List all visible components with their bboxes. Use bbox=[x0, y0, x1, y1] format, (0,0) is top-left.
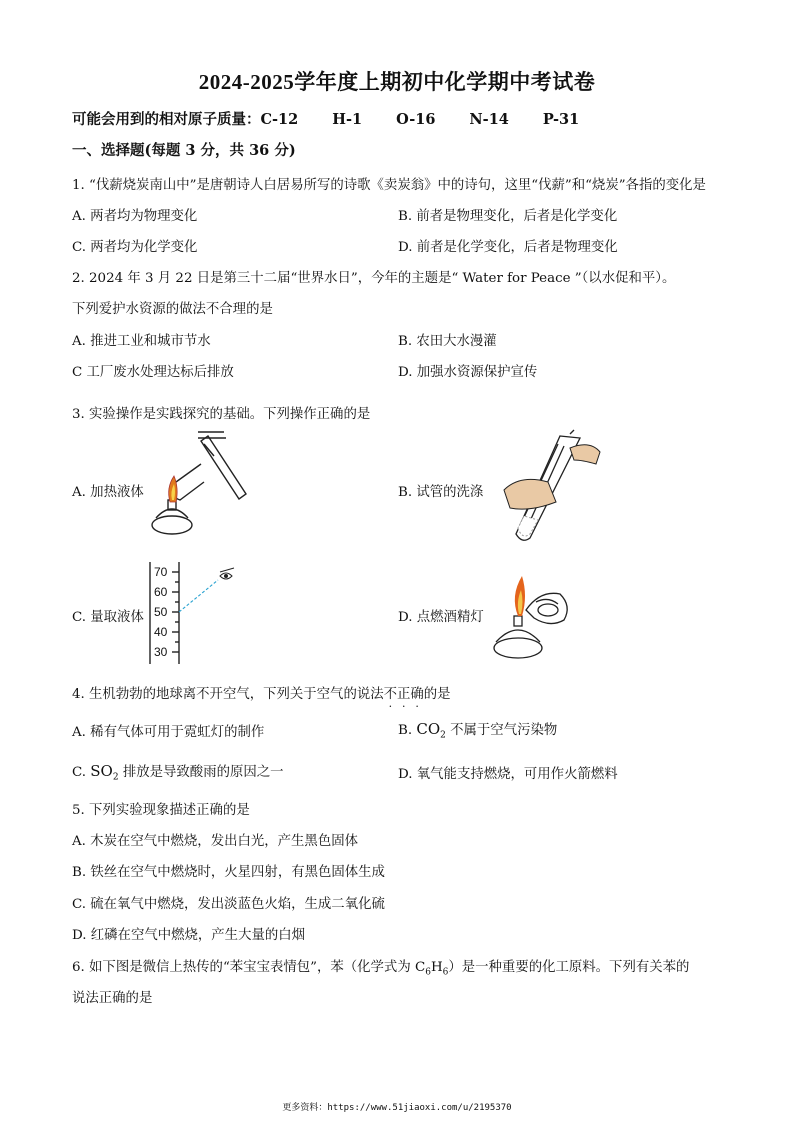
q4-option-b-text: 不属于空气污染物 bbox=[445, 723, 558, 738]
co2-formula: CO bbox=[416, 720, 441, 738]
footer-source-link[interactable]: 更多资料：https://www.51jiaoxi.com/u/2195370 bbox=[282, 1103, 512, 1113]
q4-stem-text: 4. 生机勃勃的地球离不开空气，下列关于空气的说法 bbox=[72, 687, 384, 702]
cylinder-tick-70: 70 bbox=[154, 565, 168, 579]
q3-option-b: B. 试管的洗涤 bbox=[398, 485, 484, 500]
q4-option-c bbox=[72, 761, 284, 783]
atomic-masses-line bbox=[72, 108, 605, 129]
q3-option-a: A. 加热液体 bbox=[72, 485, 144, 500]
q1-option-d: D. 前者是化学变化，后者是物理变化 bbox=[398, 240, 618, 255]
q5-option-a: A. 木炭在空气中燃烧，发出白光，产生黑色固体 bbox=[72, 834, 358, 849]
q4-stem bbox=[72, 683, 451, 702]
cylinder-tick-30: 30 bbox=[154, 645, 168, 659]
q2-option-c: C 工厂废水处理达标后排放 bbox=[72, 365, 234, 380]
exam-title: 2024-2025学年度上期初中化学期中考试卷 bbox=[198, 70, 596, 94]
q4-option-b-letter: B. bbox=[398, 723, 417, 738]
lighting-alcohol-lamp-illustration bbox=[488, 566, 578, 661]
q5-option-b: B. 铁丝在空气中燃烧时，火星四射，有黑色固体生成 bbox=[72, 865, 385, 880]
q4-stem-end: 的是 bbox=[423, 687, 451, 702]
q4-option-b bbox=[398, 719, 557, 741]
so2-formula: SO bbox=[90, 762, 113, 780]
q2-stem-line1: 2. 2024 年 3 月 22 日是第三十二届“世界水日”，今年的主题是“ Water for Peace ”（以水促和平）。 bbox=[72, 271, 676, 286]
q4-option-d: D. 氧气能支持燃烧，可用作火箭燃料 bbox=[398, 767, 618, 782]
q1-option-b: B. 前者是物理变化，后者是化学变化 bbox=[398, 209, 618, 224]
mass-o: O-16 bbox=[396, 111, 436, 128]
so2-subscript: 2 bbox=[112, 772, 119, 783]
cylinder-tick-60: 60 bbox=[154, 585, 168, 599]
q6-sub-h: 6 bbox=[442, 967, 449, 978]
mass-p: P-31 bbox=[542, 111, 580, 128]
q5-option-c: C. 硫在氧气中燃烧，发出淡蓝色火焰，生成二氧化硫 bbox=[72, 897, 385, 912]
mass-c: C-12 bbox=[260, 111, 299, 128]
q2-option-a: A. 推进工业和城市节水 bbox=[72, 334, 211, 349]
q4-emphasis-que: 确 bbox=[410, 687, 424, 702]
q6-stem-pre: 6. 如下图是微信上热传的“苯宝宝表情包”，苯（化学式为 C bbox=[72, 960, 426, 975]
q6-sub-c: 6 bbox=[425, 967, 431, 978]
q6-stem-line1 bbox=[72, 956, 689, 978]
q3-stem: 3. 实验操作是实践探究的基础。下列操作正确的是 bbox=[72, 407, 371, 422]
q1-option-a: A. 两者均为物理变化 bbox=[72, 209, 198, 224]
q2-stem-line2: 下列爱护水资源的做法不合理的是 bbox=[72, 302, 273, 317]
q1-option-c: C. 两者均为化学变化 bbox=[72, 240, 198, 255]
q4-emphasis-not: 不 bbox=[383, 687, 398, 702]
q4-emphasis-zheng: 正 bbox=[397, 687, 411, 702]
q3-option-c: C. 量取液体 bbox=[72, 610, 144, 625]
q6-stem-h: H bbox=[430, 960, 443, 975]
q4-option-c-text: 排放是导致酸雨的原因之一 bbox=[118, 765, 284, 780]
q5-stem: 5. 下列实验现象描述正确的是 bbox=[72, 803, 250, 818]
cylinder-tick-50: 50 bbox=[154, 605, 168, 619]
washing-test-tube-illustration bbox=[500, 430, 610, 545]
q6-stem-line2: 说法正确的是 bbox=[72, 991, 153, 1006]
cylinder-tick-40: 40 bbox=[154, 625, 168, 639]
q2-option-b: B. 农田大水漫灌 bbox=[398, 334, 497, 349]
q5-option-d: D. 红磷在空气中燃烧，产生大量的白烟 bbox=[72, 928, 306, 943]
q4-option-a: A. 稀有气体可用于霓虹灯的制作 bbox=[72, 725, 265, 740]
mass-h: H-1 bbox=[332, 111, 363, 128]
atomic-masses-label: 可能会用到的相对原子质量： bbox=[72, 111, 261, 128]
q3-option-d: D. 点燃酒精灯 bbox=[398, 610, 484, 625]
co2-subscript: 2 bbox=[440, 730, 446, 741]
mass-n: N-14 bbox=[469, 111, 509, 128]
q1-stem: 1. “伐薪烧炭南山中”是唐朝诗人白居易所写的诗歌《卖炭翁》中的诗句，这里“伐薪”和“烧炭”各指的变化是 bbox=[72, 178, 706, 193]
q4-option-c-letter: C. bbox=[72, 765, 91, 780]
section-heading-choice: 一、选择题(每题 3 分，共 36 分) bbox=[72, 142, 296, 159]
heating-liquid-illustration bbox=[146, 430, 256, 540]
q6-stem-post: ）是一种重要的化工原料。下列有关苯的 bbox=[448, 960, 690, 975]
q2-option-d: D. 加强水资源保护宣传 bbox=[398, 365, 538, 380]
